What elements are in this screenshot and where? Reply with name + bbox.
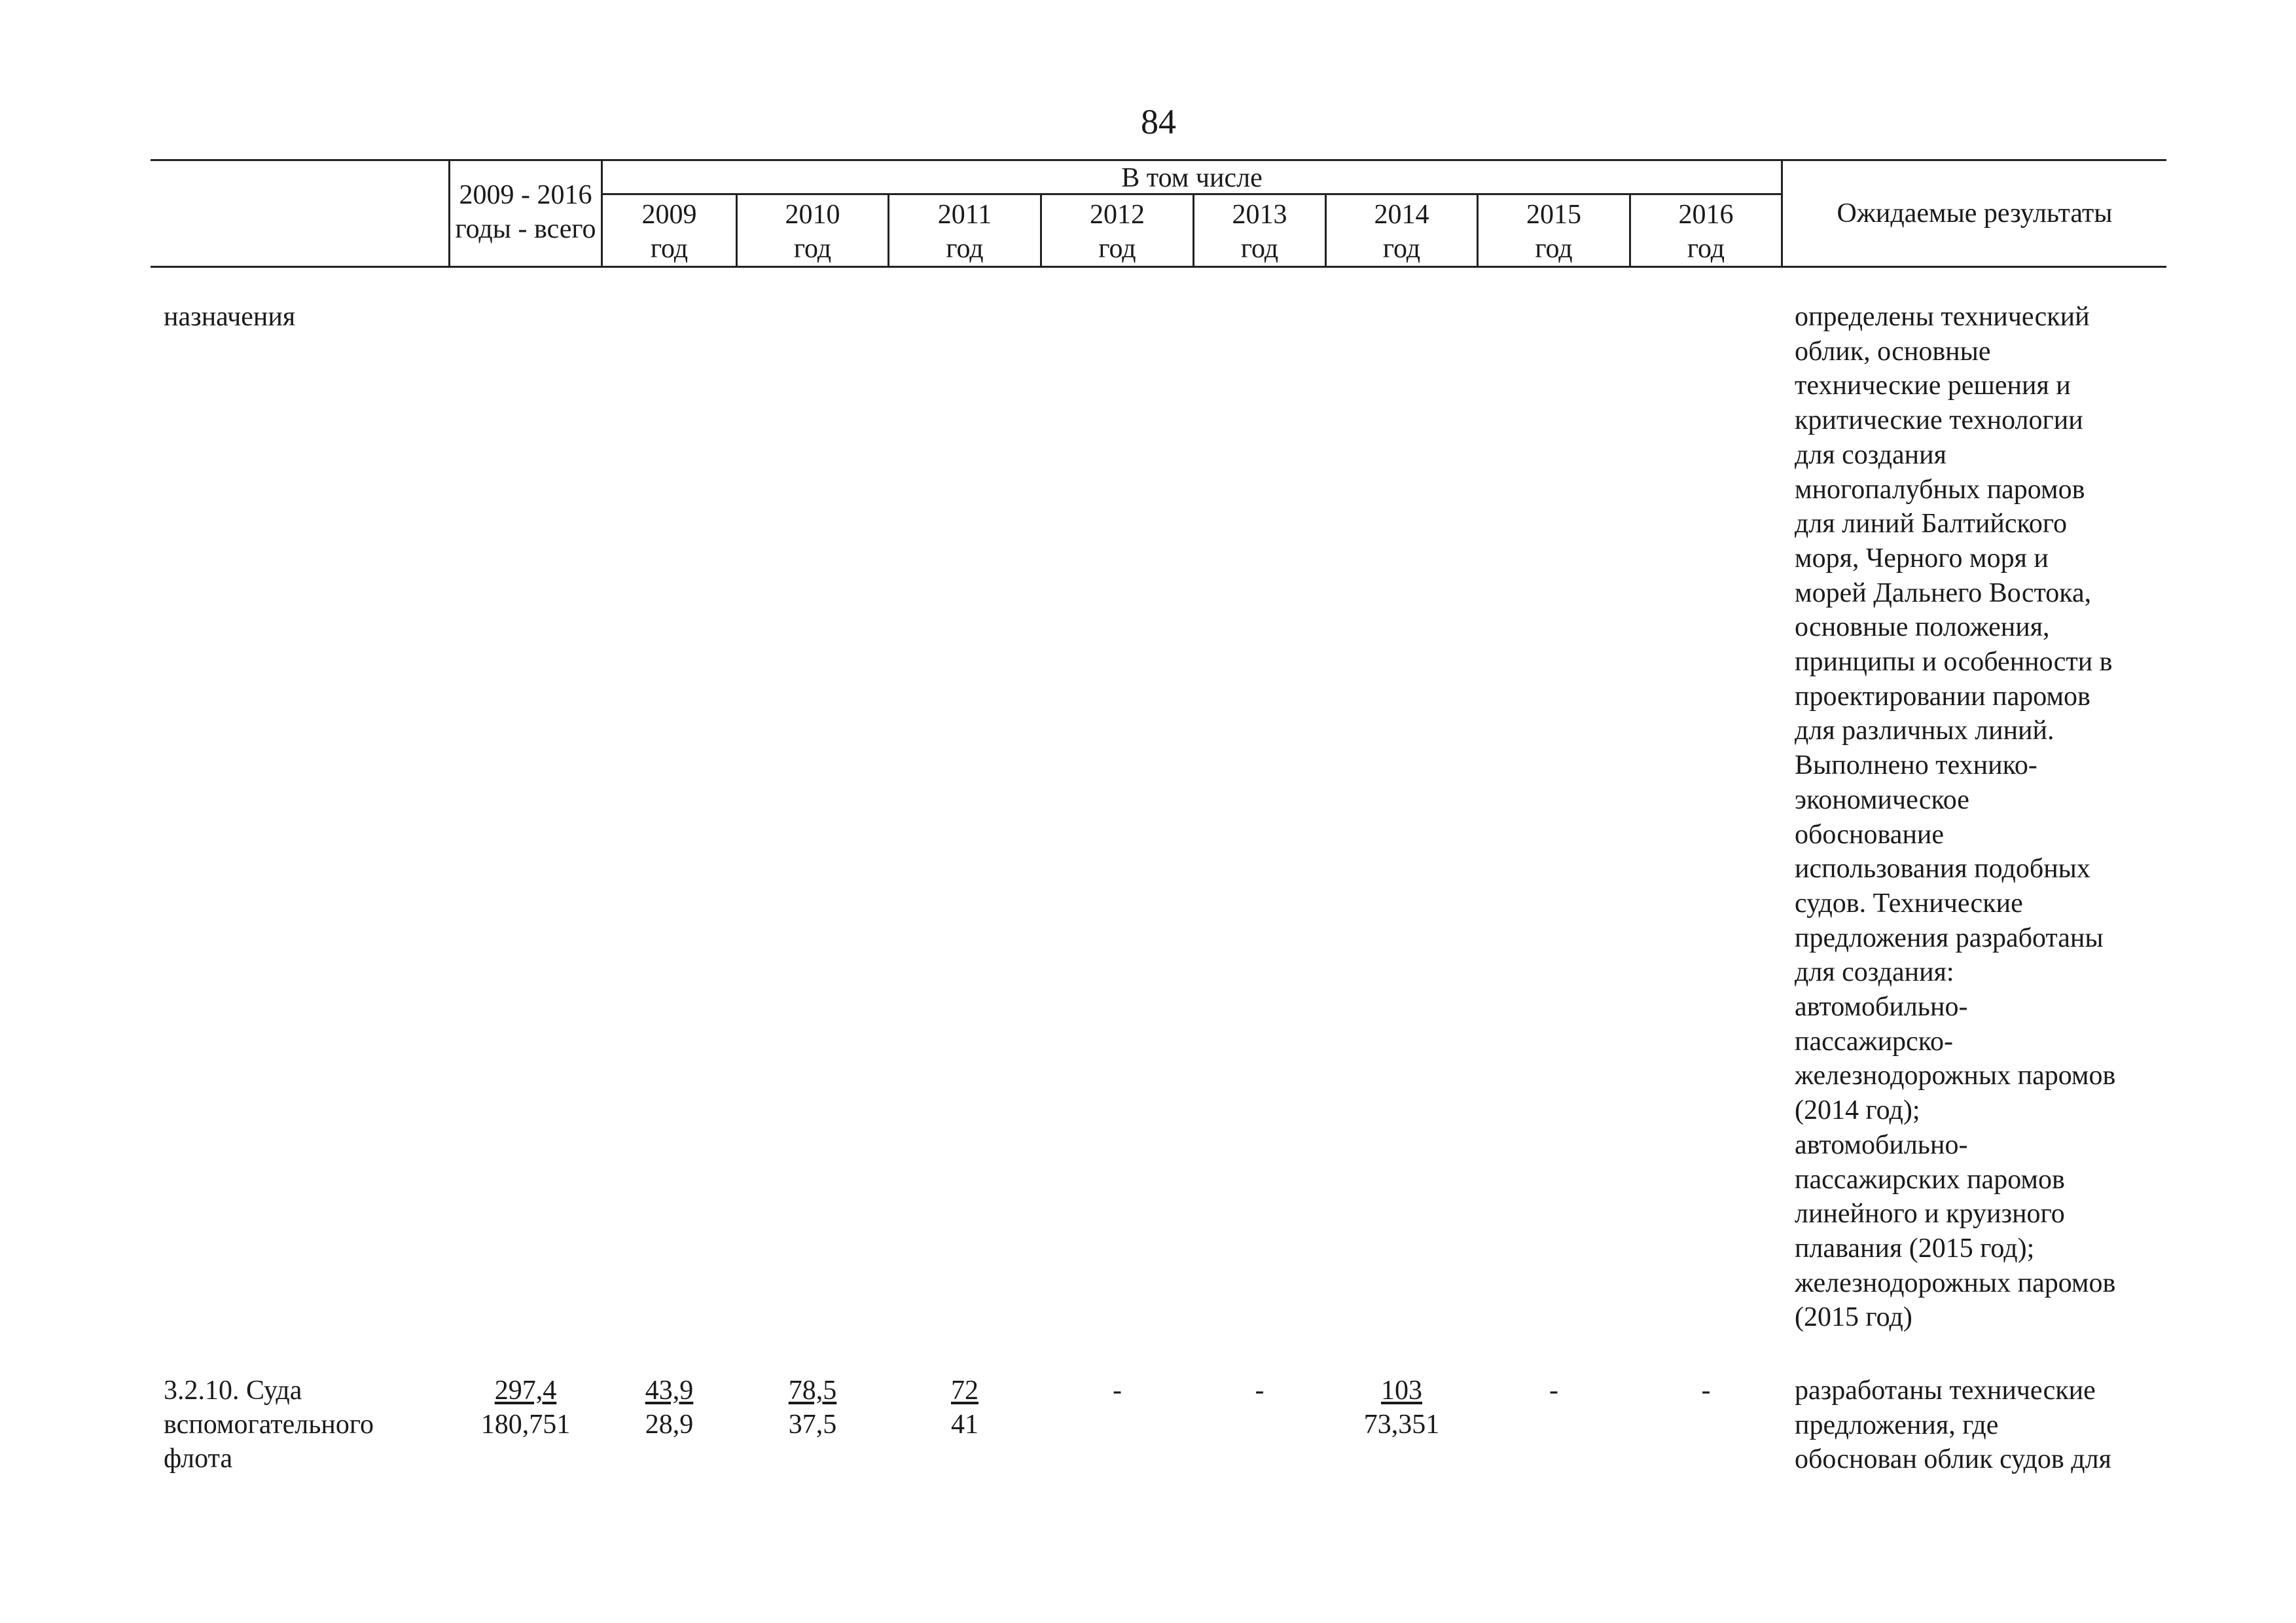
year-header-2010: 2010 год xyxy=(785,200,840,264)
year-header-2016: 2016 год xyxy=(1678,200,1734,264)
year-header-2012: 2012 год xyxy=(1090,200,1145,264)
row2-2015: - xyxy=(1549,1376,1558,1406)
row2-2016: - xyxy=(1701,1376,1711,1406)
row2-results: разработаны технические предложения, где обоснован облик судов для xyxy=(1795,1376,2111,1475)
row2-2010: 78,5 37,5 xyxy=(788,1376,837,1440)
row2-2009: 43,9 28,9 xyxy=(645,1376,694,1440)
results-column-header: Ожидаемые результаты xyxy=(1837,198,2113,228)
total-header-line2: годы - всего xyxy=(455,214,596,244)
year-header-2015: 2015 год xyxy=(1526,200,1581,264)
year-header-2014: 2014 год xyxy=(1374,200,1429,264)
page-number: 84 xyxy=(1141,102,1176,141)
row2-2014: 103 73,351 xyxy=(1363,1376,1440,1440)
year-header-2009: 2009 год xyxy=(641,200,697,264)
row1-results: определены технический облик, основные технические решения и критические технологии для создания многопалубных паромов для линий Балтийского моря, Черного моря и морей Дальнего Востока, основные положения, принципы и особенности в проектировании паромов для различных линий. Выполнено технико- экономическое обоснование использования подобных судов. Технические предложения разработаны для создания: автомобильно- пассажирско- железнодорожных паромов (2014 год); автомобильно- пассажирских паромов линейного и круизного плавания (2015 год); железнодорожных паромов (2015 год) xyxy=(1795,302,2116,1333)
row1-name: назначения xyxy=(164,302,296,332)
total-header-line1: 2009 - 2016 xyxy=(459,180,592,210)
total-column-header xyxy=(450,178,601,246)
including-header: В том числе xyxy=(1121,163,1263,193)
year-header-2011: 2011 год xyxy=(937,200,992,264)
row2-2011: 72 41 xyxy=(951,1376,978,1440)
row2-total xyxy=(450,1374,601,1442)
row2-total-top: 297,4 xyxy=(494,1376,557,1406)
row2-name: 3.2.10. Суда вспомогательного флота xyxy=(164,1376,374,1474)
header-bottom-border xyxy=(151,266,2166,268)
row2-total-bottom: 180,751 xyxy=(480,1410,571,1440)
year-header-2013: 2013 год xyxy=(1232,200,1287,264)
row2-2012: - xyxy=(1113,1376,1122,1406)
row2-2013: - xyxy=(1255,1376,1265,1406)
